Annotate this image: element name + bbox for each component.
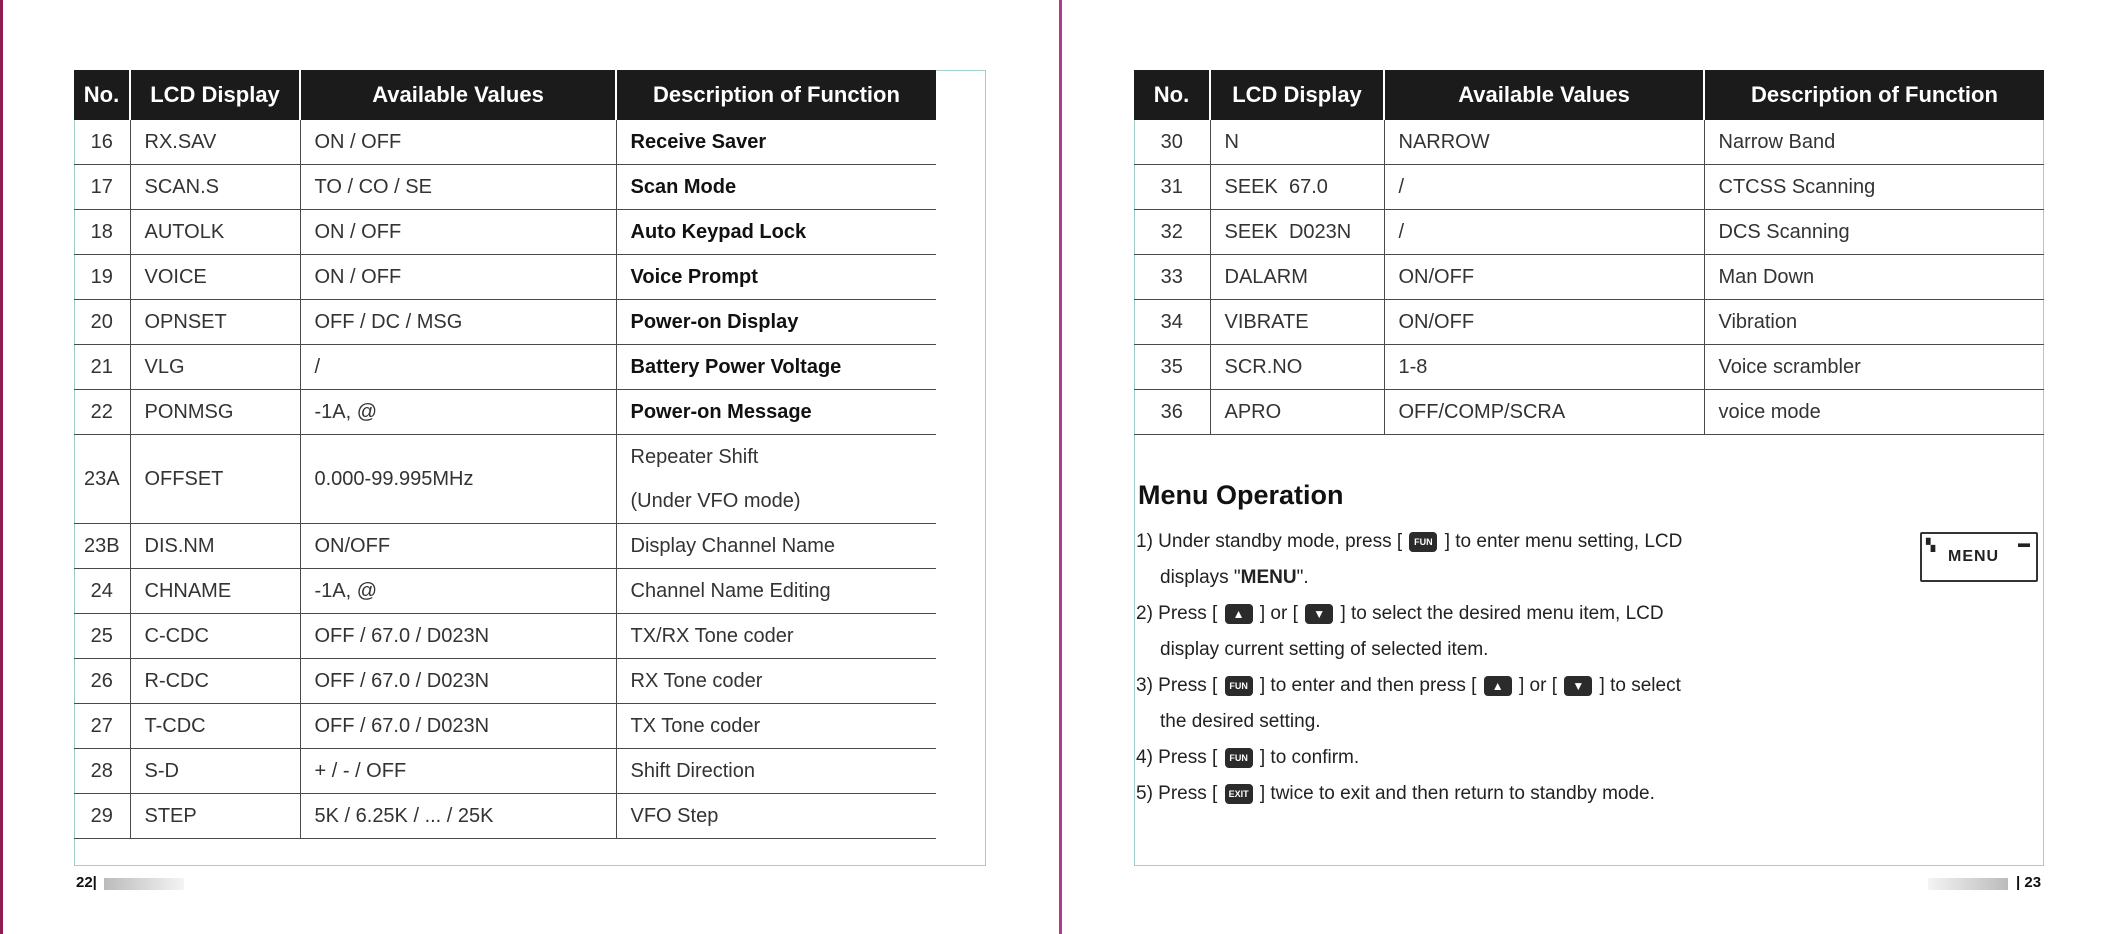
cell-no: 32 <box>1134 210 1210 255</box>
table-row <box>1134 300 2044 345</box>
up-key-icon: ▲ <box>1484 676 1512 696</box>
table-header <box>74 70 936 120</box>
footer-gradient-bar <box>1928 878 2008 890</box>
cell-values: NARROW <box>1384 120 1704 165</box>
cell-lcd: SCR.NO <box>1210 345 1384 390</box>
cell-values: / <box>1384 165 1704 210</box>
footer-gradient-bar <box>104 878 184 890</box>
table-row <box>1134 345 2044 390</box>
lcd-menu-display <box>1920 532 2038 582</box>
cell-values: OFF / 67.0 / D023N <box>300 704 616 749</box>
cell-desc: Channel Name Editing <box>616 569 936 614</box>
step-text: 5) Press [ <box>1136 783 1218 804</box>
table-row <box>1134 210 2044 255</box>
cell-desc: Auto Keypad Lock <box>616 210 936 255</box>
book-spine <box>1059 0 1062 934</box>
table-row <box>74 165 936 210</box>
cell-desc <box>616 435 936 524</box>
cell-no: 29 <box>74 794 130 839</box>
step-3 <box>1136 668 1996 704</box>
cell-lcd: VIBRATE <box>1210 300 1384 345</box>
step-text: 2) Press [ <box>1136 603 1218 624</box>
cell-values: ON / OFF <box>300 255 616 300</box>
cell-desc: Shift Direction <box>616 749 936 794</box>
header-description: Description of Function <box>1704 70 2044 120</box>
cell-no: 16 <box>74 120 130 165</box>
step-text: displays " <box>1160 567 1241 588</box>
cell-lcd: VOICE <box>130 255 300 300</box>
table-row <box>1134 120 2044 165</box>
header-description: Description of Function <box>616 70 936 120</box>
cell-lcd: C-CDC <box>130 614 300 659</box>
cell-desc: CTCSS Scanning <box>1704 165 2044 210</box>
cell-lcd: SCAN.S <box>130 165 300 210</box>
table-row <box>74 659 936 704</box>
cell-no: 20 <box>74 300 130 345</box>
cell-values: 5K / 6.25K / ... / 25K <box>300 794 616 839</box>
cell-values: + / - / OFF <box>300 749 616 794</box>
cell-lcd: OFFSET <box>130 435 300 524</box>
cell-values: -1A, @ <box>300 390 616 435</box>
step-text: ] or [ <box>1259 603 1298 624</box>
cell-no: 19 <box>74 255 130 300</box>
menu-steps <box>1136 524 1996 812</box>
cell-lcd: SEEK D023N <box>1210 210 1384 255</box>
cell-desc: RX Tone coder <box>616 659 936 704</box>
cell-no: 36 <box>1134 390 1210 435</box>
cell-values: OFF / 67.0 / D023N <box>300 614 616 659</box>
cell-values: ON / OFF <box>300 120 616 165</box>
up-key-icon: ▲ <box>1225 604 1253 624</box>
cell-values: ON/OFF <box>1384 255 1704 300</box>
step-text: ". <box>1296 567 1309 588</box>
cell-values: / <box>300 345 616 390</box>
step-2 <box>1136 596 1996 632</box>
step-text: ] to select <box>1599 675 1681 696</box>
step-text: ] to select the desired menu item, LCD <box>1340 603 1664 624</box>
step-text: ] to confirm. <box>1259 747 1360 768</box>
cell-lcd: R-CDC <box>130 659 300 704</box>
cell-no: 22 <box>74 390 130 435</box>
cell-desc-line1: Repeater Shift <box>630 446 759 468</box>
cell-desc: Voice scrambler <box>1704 345 2044 390</box>
table-row <box>74 524 936 569</box>
table-row <box>74 794 936 839</box>
fun-key-icon: FUN <box>1225 748 1253 768</box>
cell-no: 31 <box>1134 165 1210 210</box>
step-text: ] twice to exit and then return to standby mode. <box>1259 783 1655 804</box>
step-text: 3) Press [ <box>1136 675 1218 696</box>
table-row <box>74 704 936 749</box>
page-number-right: | 23 <box>2016 874 2042 891</box>
cell-desc: VFO Step <box>616 794 936 839</box>
down-key-icon: ▼ <box>1305 604 1333 624</box>
cell-lcd: DALARM <box>1210 255 1384 300</box>
down-key-icon: ▼ <box>1564 676 1592 696</box>
step-text: ] or [ <box>1518 675 1557 696</box>
table-header <box>1134 70 2044 120</box>
left-menu-table <box>74 70 936 839</box>
cell-lcd: AUTOLK <box>130 210 300 255</box>
step-2-cont: display current setting of selected item. <box>1160 639 1489 660</box>
cell-desc: Display Channel Name <box>616 524 936 569</box>
cell-no: 27 <box>74 704 130 749</box>
lcd-menu-text: MENU <box>1948 548 2000 565</box>
cell-desc: DCS Scanning <box>1704 210 2044 255</box>
cell-values: OFF / DC / MSG <box>300 300 616 345</box>
page-edge <box>0 0 3 934</box>
cell-no: 23B <box>74 524 130 569</box>
table-row <box>74 300 936 345</box>
cell-no: 18 <box>74 210 130 255</box>
cell-no: 33 <box>1134 255 1210 300</box>
step-4 <box>1136 740 1996 776</box>
cell-no: 17 <box>74 165 130 210</box>
table-row <box>1134 390 2044 435</box>
cell-no: 35 <box>1134 345 1210 390</box>
cell-desc: Power-on Display <box>616 300 936 345</box>
cell-desc: Man Down <box>1704 255 2044 300</box>
cell-lcd: SEEK 67.0 <box>1210 165 1384 210</box>
cell-desc: voice mode <box>1704 390 2044 435</box>
cell-no: 26 <box>74 659 130 704</box>
cell-values: / <box>1384 210 1704 255</box>
cell-lcd: DIS.NM <box>130 524 300 569</box>
cell-desc: Receive Saver <box>616 120 936 165</box>
cell-no: 25 <box>74 614 130 659</box>
battery-icon: ▬ <box>2018 536 2030 550</box>
cell-lcd: PONMSG <box>130 390 300 435</box>
step-5 <box>1136 776 1996 812</box>
cell-lcd: APRO <box>1210 390 1384 435</box>
cell-values: ON/OFF <box>1384 300 1704 345</box>
cell-desc: TX/RX Tone coder <box>616 614 936 659</box>
table-row <box>1134 165 2044 210</box>
cell-desc: Voice Prompt <box>616 255 936 300</box>
cell-values: TO / CO / SE <box>300 165 616 210</box>
cell-lcd: RX.SAV <box>130 120 300 165</box>
step-text: ] to enter menu setting, LCD <box>1444 531 1683 552</box>
table-row <box>1134 255 2044 300</box>
cell-values: 1-8 <box>1384 345 1704 390</box>
cell-values: ON / OFF <box>300 210 616 255</box>
table-row <box>74 569 936 614</box>
cell-no: 34 <box>1134 300 1210 345</box>
table-row <box>74 749 936 794</box>
cell-lcd: STEP <box>130 794 300 839</box>
header-lcd-display: LCD Display <box>1210 70 1384 120</box>
menu-operation-title: Menu Operation <box>1138 480 1344 510</box>
cell-values: OFF / 67.0 / D023N <box>300 659 616 704</box>
cell-desc: Battery Power Voltage <box>616 345 936 390</box>
exit-key-icon: EXIT <box>1225 784 1253 804</box>
cell-lcd: VLG <box>130 345 300 390</box>
cell-values: OFF/COMP/SCRA <box>1384 390 1704 435</box>
cell-no: 30 <box>1134 120 1210 165</box>
cell-values: ON/OFF <box>300 524 616 569</box>
cell-lcd: CHNAME <box>130 569 300 614</box>
step-bold: MENU <box>1240 567 1297 588</box>
header-available-values: Available Values <box>1384 70 1704 120</box>
table-row <box>74 390 936 435</box>
table-row <box>74 435 936 524</box>
step-1 <box>1136 524 1996 560</box>
table-row <box>74 614 936 659</box>
cell-values: -1A, @ <box>300 569 616 614</box>
page-number-left: 22| <box>76 874 97 891</box>
table-row <box>74 255 936 300</box>
cell-desc: Power-on Message <box>616 390 936 435</box>
header-available-values: Available Values <box>300 70 616 120</box>
cell-desc-line2: (Under VFO mode) <box>630 490 801 512</box>
step-3-cont: the desired setting. <box>1160 711 1321 732</box>
cell-no: 23A <box>74 435 130 524</box>
cell-lcd: OPNSET <box>130 300 300 345</box>
cell-desc: TX Tone coder <box>616 704 936 749</box>
table-row <box>74 345 936 390</box>
header-no: No. <box>74 70 130 120</box>
table-row <box>74 210 936 255</box>
cell-lcd: S-D <box>130 749 300 794</box>
cell-desc: Scan Mode <box>616 165 936 210</box>
header-no: No. <box>1134 70 1210 120</box>
step-1-cont <box>1136 560 1996 596</box>
step-text: ] to enter and then press [ <box>1259 675 1477 696</box>
table-row <box>74 120 936 165</box>
right-menu-table <box>1134 70 2044 435</box>
fun-key-icon: FUN <box>1409 532 1437 552</box>
cell-no: 24 <box>74 569 130 614</box>
signal-icon: ▚ <box>1926 538 1936 552</box>
header-lcd-display: LCD Display <box>130 70 300 120</box>
cell-desc: Vibration <box>1704 300 2044 345</box>
cell-lcd: T-CDC <box>130 704 300 749</box>
cell-values: 0.000-99.995MHz <box>300 435 616 524</box>
step-text: 1) Under standby mode, press [ <box>1136 531 1403 552</box>
step-text: 4) Press [ <box>1136 747 1218 768</box>
cell-no: 28 <box>74 749 130 794</box>
cell-no: 21 <box>74 345 130 390</box>
cell-lcd: N <box>1210 120 1384 165</box>
cell-desc: Narrow Band <box>1704 120 2044 165</box>
fun-key-icon: FUN <box>1225 676 1253 696</box>
